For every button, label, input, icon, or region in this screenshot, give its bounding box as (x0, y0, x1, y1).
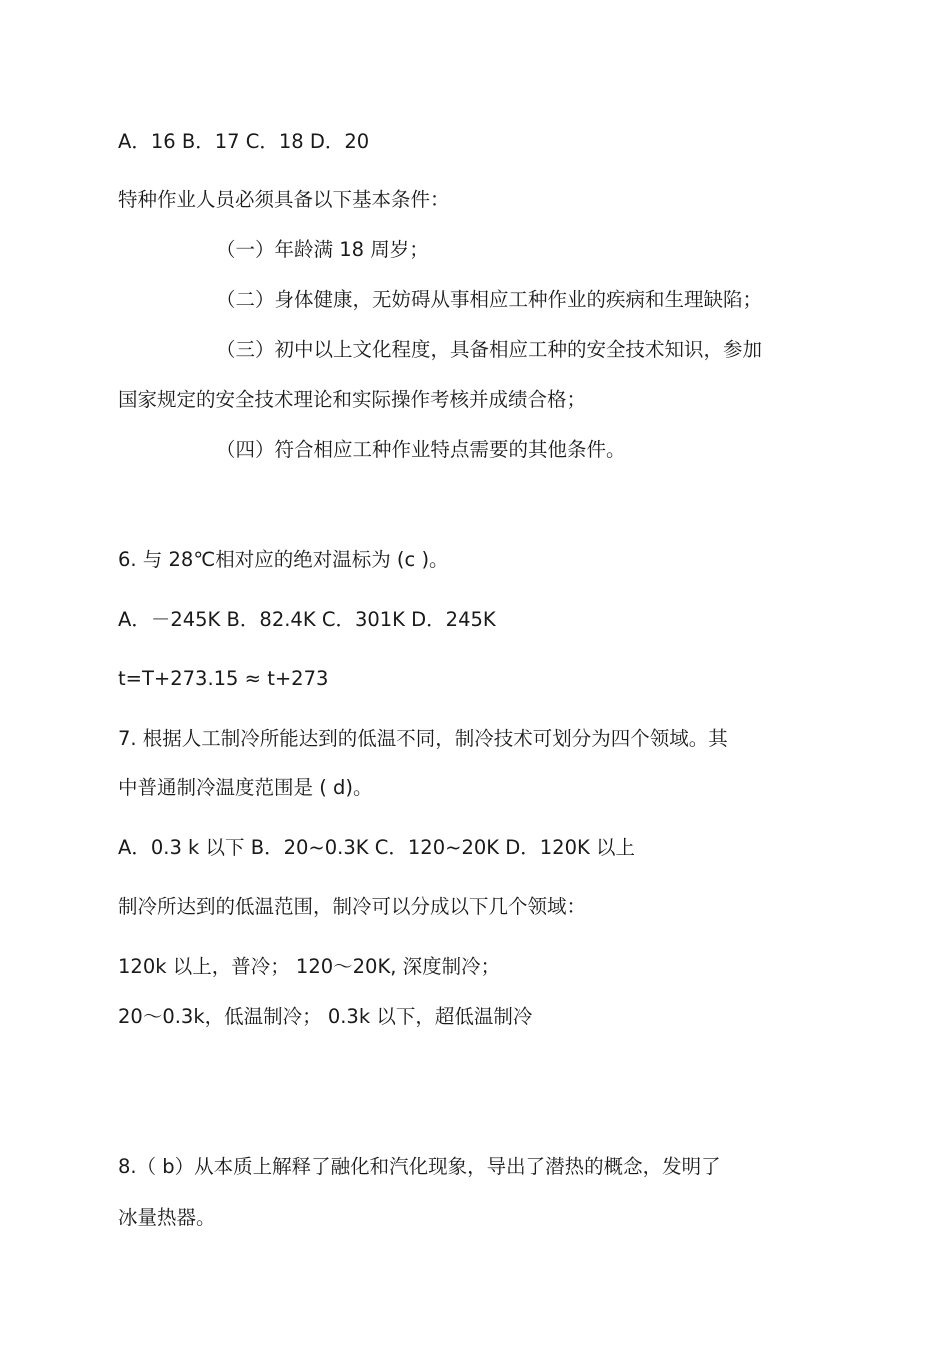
q7-explanation-1: 120k 以上，普冷； 120～20K, 深度制冷； (118, 955, 501, 978)
q6-question: 6. 与 28℃相对应的绝对温标为 (c )。 (118, 548, 449, 571)
condition-1: （一）年龄满 18 周岁； (216, 238, 429, 261)
condition-4: （四）符合相应工种作业特点需要的其他条件。 (216, 438, 626, 461)
condition-2: （二）身体健康，无妨碍从事相应工种作业的疾病和生理缺陷； (216, 288, 763, 311)
q7-question-continued: 中普通制冷温度范围是 ( d)。 (118, 776, 373, 799)
q7-explanation-intro: 制冷所达到的低温范围，制冷可以分成以下几个领域： (118, 895, 587, 918)
condition-3: （三）初中以上文化程度，具备相应工种的安全技术知识，参加 (216, 338, 763, 361)
explanation-intro: 特种作业人员必须具备以下基本条件： (118, 188, 450, 211)
q7-question: 7. 根据人工制冷所能达到的低温不同，制冷技术可划分为四个领域。其 (118, 727, 728, 750)
q7-options: A．0.3 k 以下 B．20~0.3K C．120~20K D．120K 以上 (118, 836, 635, 859)
q6-explanation: t=T+273.15 ≈ t+273 (118, 667, 329, 690)
q7-explanation-2: 20～0.3k，低温制冷； 0.3k 以下，超低温制冷 (118, 1005, 533, 1028)
q8-question: 8.（ b）从本质上解释了融化和汽化现象，导出了潜热的概念，发明了 (118, 1155, 721, 1178)
q6-options: A．－245K B．82.4K C．301K D．245K (118, 608, 496, 631)
condition-3-continued: 国家规定的安全技术理论和实际操作考核并成绩合格； (118, 388, 587, 411)
q8-question-continued: 冰量热器。 (118, 1206, 216, 1229)
q5-options: A．16 B．17 C．18 D．20 (118, 130, 370, 153)
